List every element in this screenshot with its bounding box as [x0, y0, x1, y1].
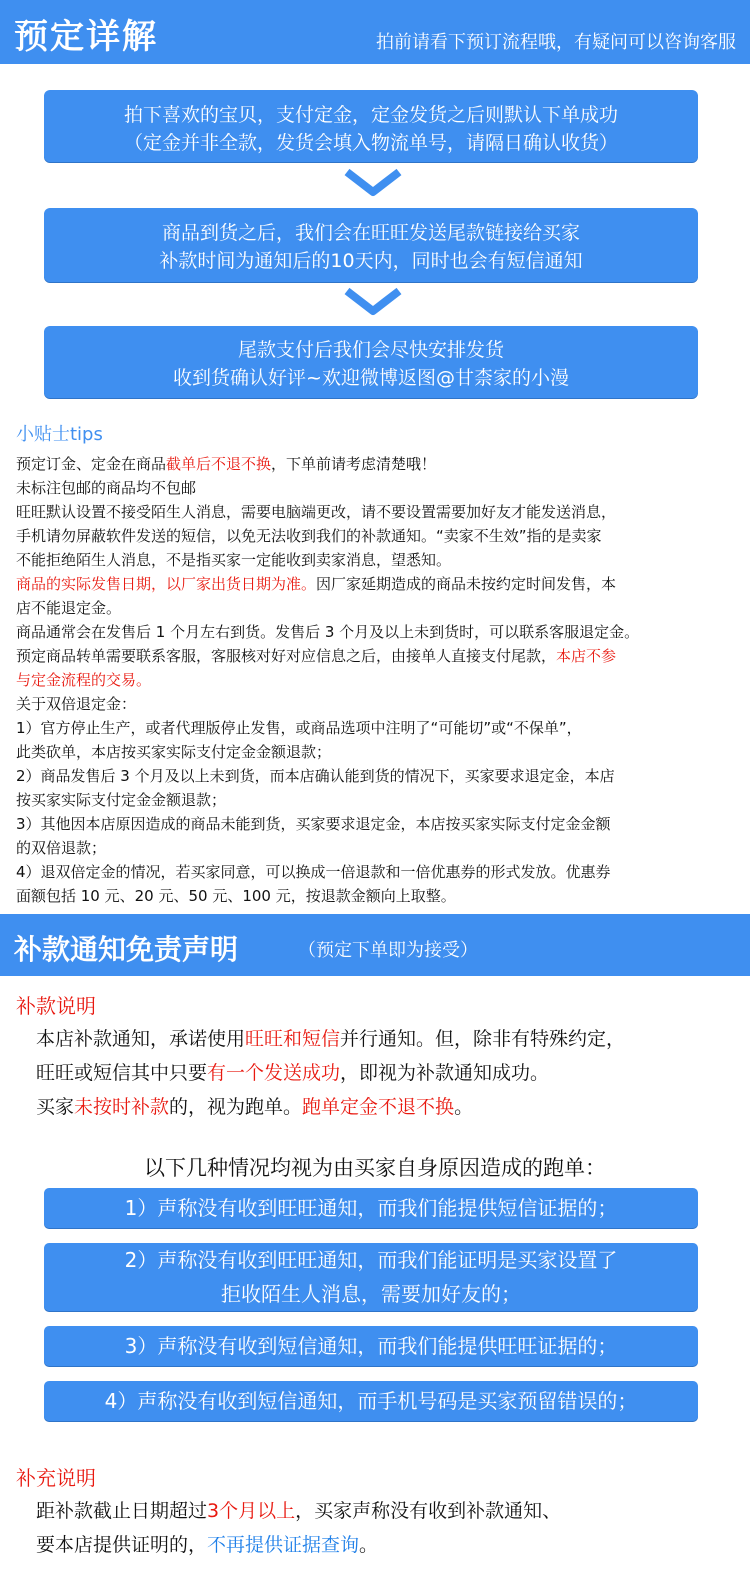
- payment-text-span: 旺旺或短信其中只要: [36, 1062, 208, 1084]
- step-1-line1: 拍下喜欢的宝贝，支付定金，定金发货之后则默认下单成功: [123, 104, 618, 126]
- tips-line: 旺旺默认设置不接受陌生人消息，需要电脑端更改，请不要设置需要加好友才能发送消息，: [16, 503, 617, 521]
- tips-line: 的双倍退款；: [16, 839, 107, 857]
- supplement-line: [36, 1494, 726, 1528]
- tips-line: [16, 572, 741, 596]
- supplement-highlight: 3个月以上: [207, 1500, 296, 1522]
- case-3-box: [44, 1326, 698, 1366]
- step-3-line1: 尾款支付后我们会尽快安排发货: [237, 339, 504, 361]
- payment-line: [36, 1090, 726, 1124]
- payment-text: [36, 1022, 726, 1124]
- header-subtitle: 拍前请看下预订流程哦，有疑问可以咨询客服: [376, 32, 736, 53]
- tips-line: 不能拒绝陌生人消息，不是指买家一定能收到卖家消息，望悉知。: [16, 551, 452, 569]
- chevron-down-icon: [343, 168, 403, 198]
- tips-line: 未标注包邮的商品均不包邮: [16, 479, 197, 497]
- step-1-line2: （定金并非全款，发货会填入物流单号，请隔日确认收货）: [123, 132, 618, 154]
- tips-line: 4）退双倍定金的情况，若买家同意，可以换成一倍退款和一倍优惠券的形式发放。优惠券: [16, 863, 611, 881]
- tips-line: [16, 452, 741, 476]
- supplement-text-span: 。: [359, 1534, 379, 1556]
- header-banner: [0, 0, 750, 64]
- chevron-down-icon: [343, 287, 403, 317]
- payment-text-span: 本店补款通知，承诺使用: [36, 1028, 246, 1050]
- payment-highlight: 旺旺和短信: [245, 1028, 341, 1050]
- step-3-line2: 收到货确认好评~欢迎微博返图@甘柰家的小漫: [173, 367, 569, 389]
- tips-highlight: 本店不参: [556, 647, 617, 665]
- tips-line: 关于双倍退定金：: [16, 695, 137, 713]
- case-3-line1: 3）声称没有收到短信通知，而我们能提供旺旺证据的；: [124, 1334, 618, 1358]
- tips-text-span: 因厂家延期造成的商品未按约定时间发售，本: [316, 575, 617, 593]
- step-2-line2: 补款时间为通知后的10天内，同时也会有短信通知: [159, 250, 583, 272]
- step-3-box: [44, 326, 698, 398]
- case-4-box: [44, 1381, 698, 1421]
- tips-line: 商品通常会在发售后 1 个月左右到货。发售后 3 个月及以上未到货时，可以联系客服退定金。: [16, 623, 640, 641]
- case-1-box: [44, 1188, 698, 1228]
- payment-text-span: 的，视为跑单。: [169, 1096, 303, 1118]
- tips-text-span: ，下单前请考虑清楚哦！: [271, 455, 437, 473]
- tips-text-span: 预定订金、定金在商品: [16, 455, 167, 473]
- step-2-line1: 商品到货之后，我们会在旺旺发送尾款链接给买家: [161, 222, 580, 244]
- payment-text-span: 买家: [36, 1096, 75, 1118]
- tips-line: 面额包括 10 元、20 元、50 元、100 元，按退款金额向上取整。: [16, 887, 456, 905]
- tips-line: 店不能退定金。: [16, 599, 122, 617]
- payment-line: [36, 1022, 726, 1056]
- disclaimer-banner: [0, 914, 750, 976]
- tips-title: 小贴士tips: [16, 424, 103, 445]
- tips-line: 按买家实际支付定金金额退款；: [16, 791, 227, 809]
- tips-text-span: 预定商品转单需要联系客服，客服核对好对应信息之后，由接单人直接支付尾款，: [16, 647, 557, 665]
- tips-line: 2）商品发售后 3 个月及以上未到货，而本店确认能到货的情况下，买家要求退定金，本店: [16, 767, 615, 785]
- payment-highlight: 跑单定金不退不换: [302, 1096, 455, 1118]
- tips-line: 手机请勿屏蔽软件发送的短信，以免无法收到我们的补款通知。“卖家不生效”指的是卖家: [16, 527, 602, 545]
- payment-highlight: 有一个发送成功: [207, 1062, 341, 1084]
- step-2-box: [44, 208, 698, 282]
- case-2-line1: 2）声称没有收到旺旺通知，而我们能证明是买家设置了: [124, 1248, 618, 1272]
- supplement-text: [36, 1494, 726, 1562]
- supplement-text-span: ，买家声称没有收到补款通知、: [295, 1500, 562, 1522]
- step-1-box: [44, 90, 698, 162]
- tips-line: 此类砍单，本店按买家实际支付定金金额退款；: [16, 743, 332, 761]
- disclaimer-title: 补款通知免责声明: [14, 933, 239, 966]
- tips-text: [16, 452, 741, 908]
- payment-line: [36, 1056, 726, 1090]
- tips-highlight: 商品的实际发售日期，以厂家出货日期为准。: [16, 575, 317, 593]
- tips-highlight: 截单后不退不换: [166, 455, 272, 473]
- disclaimer-subtitle: （预定下单即为接受）: [298, 940, 478, 961]
- payment-highlight: 未按时补款: [74, 1096, 170, 1118]
- case-1-line1: 1）声称没有收到旺旺通知，而我们能提供短信证据的；: [124, 1196, 618, 1220]
- tips-line: 1）官方停止生产，或者代理版停止发售，或商品选项中注明了“可能切”或“不保单”，: [16, 719, 582, 737]
- tips-line: [16, 644, 741, 668]
- cases-heading: 以下几种情况均视为由买家自身原因造成的跑单：: [144, 1156, 606, 1180]
- payment-text-span: 。: [454, 1096, 474, 1118]
- supplement-text-span: 要本店提供证明的，: [36, 1534, 208, 1556]
- payment-text-span: 并行通知。但，除非有特殊约定，: [340, 1028, 626, 1050]
- supplement-highlight: 不再提供证据查询: [207, 1534, 360, 1556]
- tips-line: 3）其他因本店原因造成的商品未能到货，买家要求退定金，本店按买家实际支付定金金额: [16, 815, 611, 833]
- tips-line: 与定金流程的交易。: [16, 671, 152, 689]
- payment-section-title: 补款说明: [16, 994, 96, 1018]
- case-2-line2: 拒收陌生人消息，需要加好友的；: [221, 1282, 521, 1306]
- supplement-line: [36, 1528, 726, 1562]
- case-4-line1: 4）声称没有收到短信通知，而手机号码是买家预留错误的；: [104, 1389, 638, 1413]
- case-2-box: [44, 1243, 698, 1311]
- supplement-text-span: 距补款截止日期超过: [36, 1500, 208, 1522]
- payment-text-span: ，即视为补款通知成功。: [340, 1062, 550, 1084]
- page-title: 预定详解: [14, 17, 158, 57]
- supplement-section-title: 补充说明: [16, 1466, 96, 1490]
